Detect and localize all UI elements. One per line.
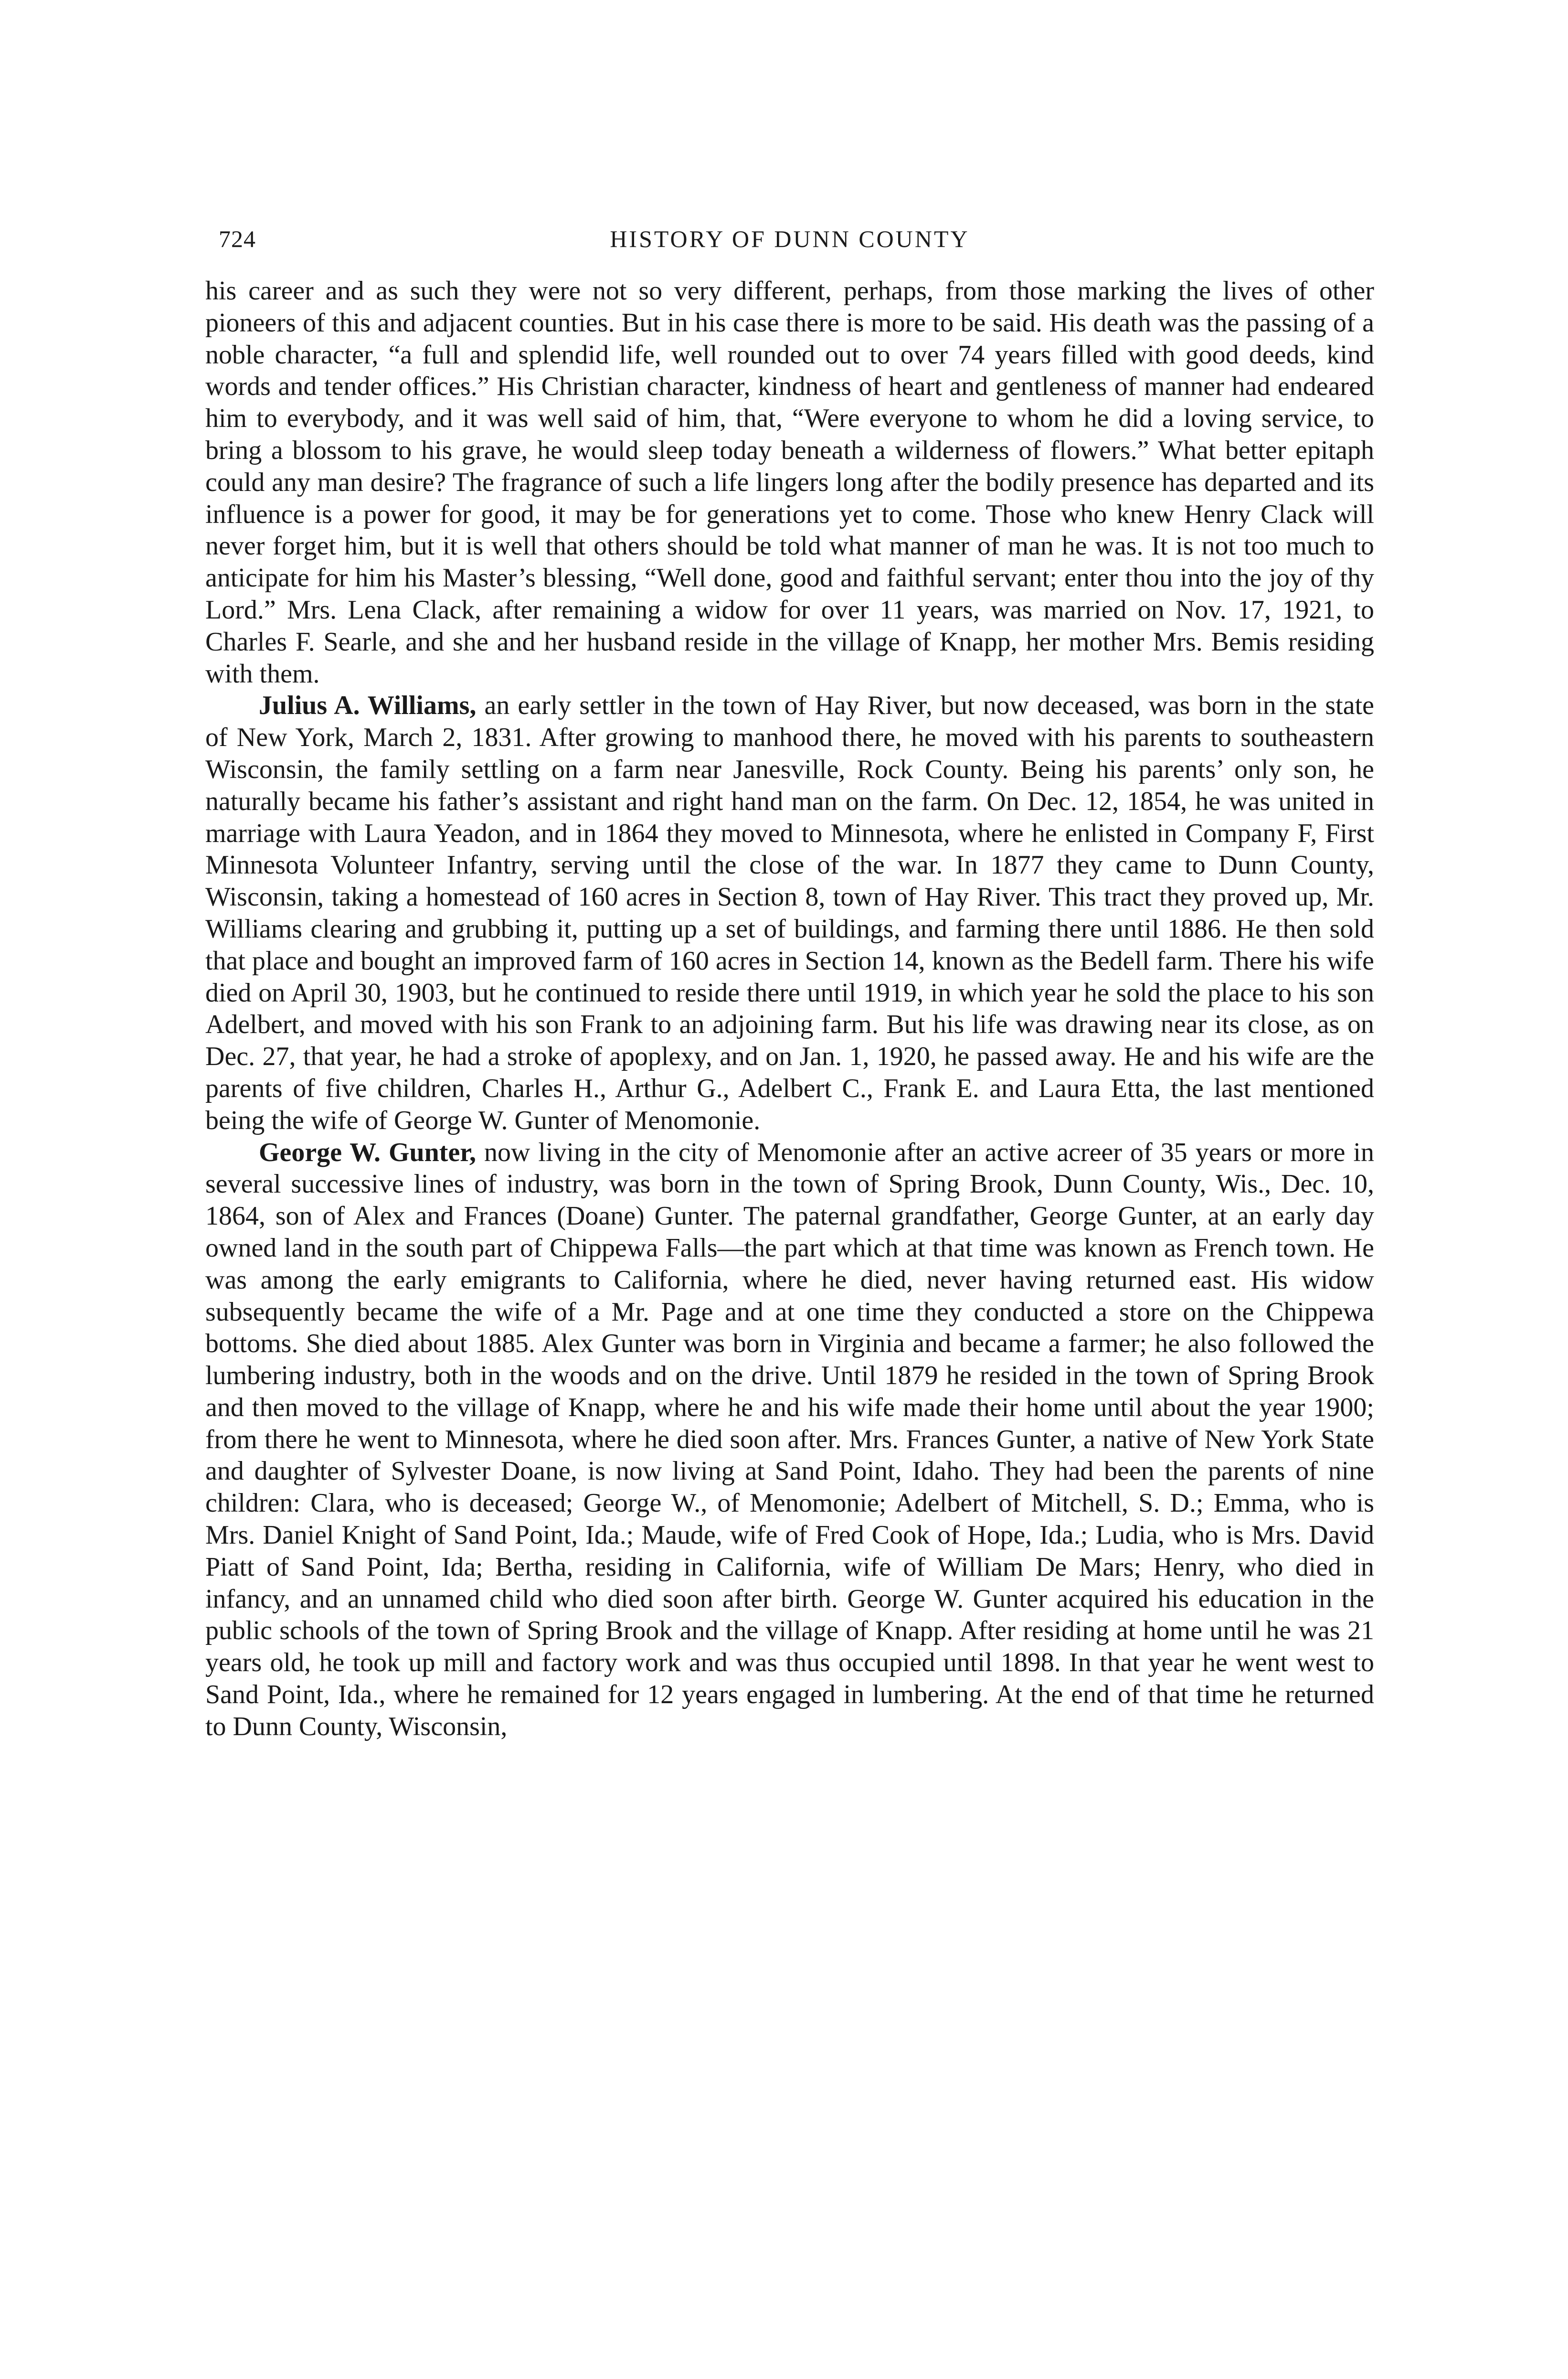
biography-name: Julius A. Williams, (259, 691, 477, 721)
book-page (205, 220, 1374, 1743)
running-head: HISTORY OF DUNN COUNTY (610, 225, 970, 252)
body-text (205, 275, 1374, 1743)
paragraph-henry-clack (205, 275, 1374, 690)
page-header (205, 220, 1374, 258)
paragraph-julius-williams (205, 690, 1374, 1136)
paragraph-text: now living in the city of Menomonie after an active acreer of 35 years or more in several successive lines of industry, was born in the town of Spring Brook, Dunn County, Wis., Dec. 10, 1864, son of Alex and Frances (Doane) Gunter. The paternal grandfather, George Gunter, at an early day owned land in the south part of Chippewa Falls—the part which at that time was known as French town. He was among the early emigrants to California, where he died, never having returned east. His widow subsequently became the wife of a Mr. Page and at one time they conducted a store on the Chippewa bottoms. She died about 1885. Alex Gunter was born in Virginia and became a farmer; he also followed the lumbering industry, both in the woods and on the drive. Until 1879 he resided in the town of Spring Brook and then moved to the village of Knapp, where he and his wife made their home until about the year 1900; from there he went to Minnesota, where he died soon after. Mrs. Frances Gunter, a native of New York State and daughter of Sylvester Doane, is now living at Sand Point, Idaho. They had been the parents of nine children: Clara, who is deceased; George W., of Menomonie; Adelbert of Mitchell, S. D.; Emma, who is Mrs. Daniel Knight of Sand Point, Ida.; Maude, wife of Fred Cook of Hope, Ida.; Ludia, who is Mrs. David Piatt of Sand Point, Ida; Bertha, residing in California, wife of William De Mars; Henry, who died in infancy, and an unnamed child who died soon after birth. George W. Gunter acquired his education in the public schools of the town of Spring Brook and the village of Knapp. After residing at home until he was 21 years old, he took up mill and factory work and was thus occupied until 1898. In that year he went west to Sand Point, Ida., where he remained for 12 years engaged in lumbering. At the end of that time he returned to Dunn County, Wisconsin, (205, 1137, 1374, 1741)
paragraph-george-gunter (205, 1137, 1374, 1743)
paragraph-text: an early settler in the town of Hay River, but now deceased, was born in the state of New York, March 2, 1831. After growing to manhood there, he moved with his parents to southeastern Wisconsin, the family settling on a farm near Janesville, Rock County. Being his parents’ only son, he naturally became his father’s assistant and right hand man on the farm. On Dec. 12, 1854, he was united in marriage with Laura Yeadon, and in 1864 they moved to Minnesota, where he enlisted in Company F, First Minnesota Volunteer Infantry, serving until the close of the war. In 1877 they came to Dunn County, Wisconsin, taking a homestead of 160 acres in Section 8, town of Hay River. This tract they proved up, Mr. Williams clearing and grubbing it, putting up a set of buildings, and farming there until 1886. He then sold that place and bought an improved farm of 160 acres in Section 14, known as the Bedell farm. There his wife died on April 30, 1903, but he continued to reside there until 1919, in which year he sold the place to his son Adelbert, and moved with his son Frank to an adjoining farm. But his life was drawing near its close, as on Dec. 27, that year, he had a stroke of apoplexy, and on Jan. 1, 1920, he passed away. He and his wife are the parents of five children, Charles H., Arthur G., Adelbert C., Frank E. and Laura Etta, the last mentioned being the wife of George W. Gunter of Menomonie. (205, 691, 1375, 1135)
paragraph-text: his career and as such they were not so very different, perhaps, from those marking the lives of other pioneers of this and adjacent counties. But in his case there is more to be said. His death was the passing of a noble character, “a full and splendid life, well rounded out to over 74 years filled with good deeds, kind words and tender offices.” His Christian character, kindness of heart and gentleness of manner had endeared him to everybody, and it was well said of him, that, “Were everyone to whom he did a loving service, to bring a blossom to his grave, he would sleep today beneath a wilderness of flowers.” What better epitaph could any man desire? The fragrance of such a life lingers long after the bodily presence has departed and its influence is a power for good, it may be for generations yet to come. Those who knew Henry Clack will never forget him, but it is well that others should be told what manner of man he was. It is not too much to anticipate for him his Master’s blessing, “Well done, good and faithful servant; enter thou into the joy of thy Lord.” Mrs. Lena Clack, after remaining a widow for over 11 years, was married on Nov. 17, 1921, to Charles F. Searle, and she and her husband reside in the village of Knapp, her mother Mrs. Bemis residing with them. (205, 276, 1374, 689)
page-number: 724 (219, 225, 256, 252)
biography-name: George W. Gunter, (259, 1137, 477, 1167)
